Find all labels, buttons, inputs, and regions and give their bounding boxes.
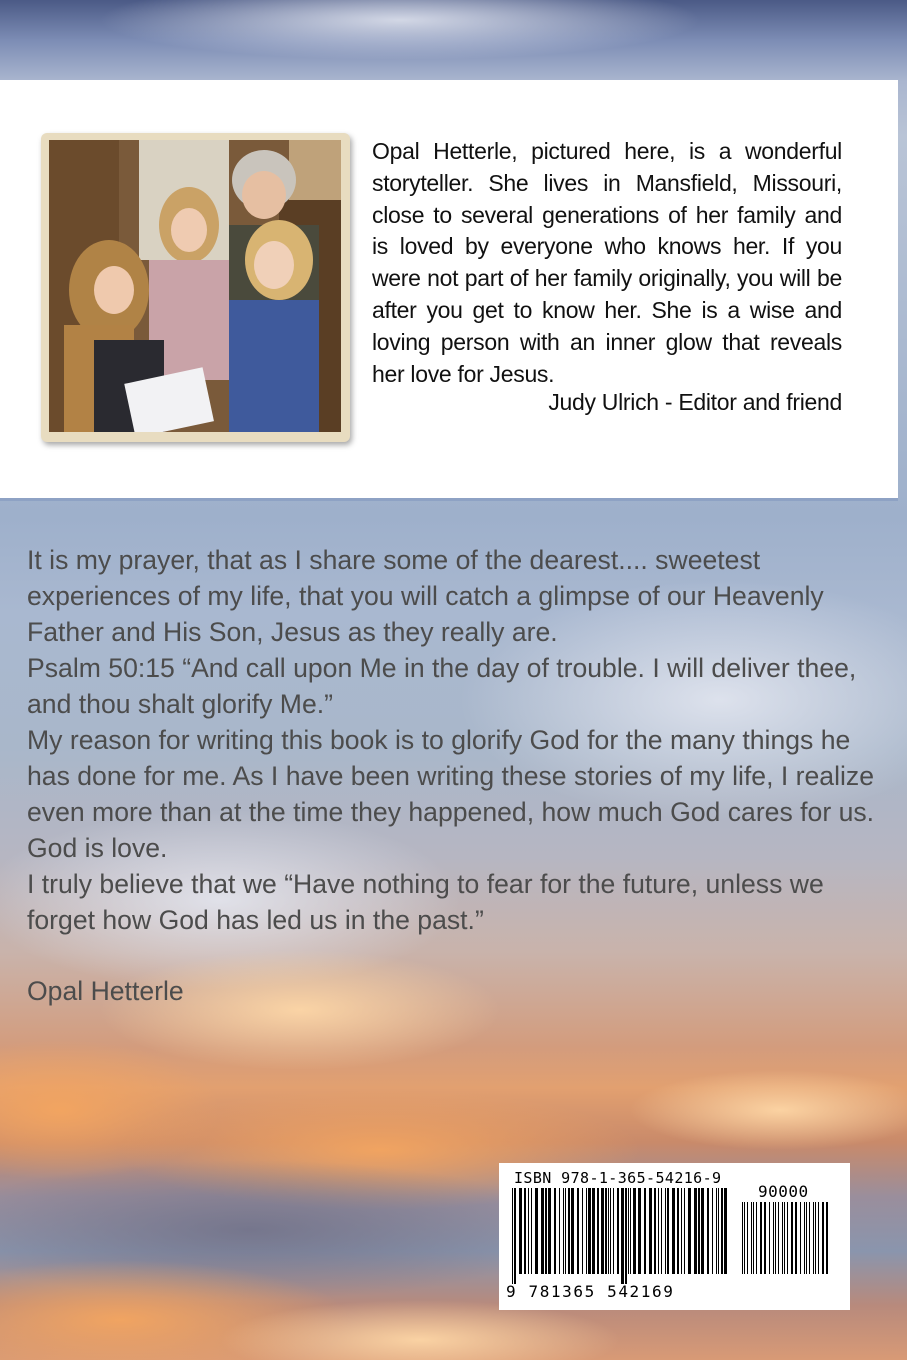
- intro-paragraph: Opal Hetterle, pictured here, is a wonderful storyteller. She lives in Mansfield, Missouri, close to several generations of her family and is loved by everyone who knows her. If you were not part of her family originally, you will be after you get to know her. She is a wise and loving person with an inner glow that reveals her love for Jesus.: [372, 138, 842, 387]
- addon-barcode: [742, 1202, 834, 1284]
- ean-barcode: [512, 1188, 730, 1284]
- intro-signature: Judy Ulrich - Editor and friend: [548, 389, 842, 415]
- ean-digits: 9 781365 542169: [506, 1282, 675, 1301]
- isbn-label: ISBN 978-1-365-54216-9: [514, 1169, 722, 1187]
- author-photo: [49, 140, 341, 432]
- body-paragraph: Psalm 50:15 “And call upon Me in the day of trouble. I will deliver thee, and thou shalt glorify Me.”: [27, 653, 857, 719]
- author-name: Opal Hetterle: [27, 976, 184, 1006]
- body-text: [27, 542, 897, 938]
- body-paragraph: It is my prayer, that as I share some of the dearest.... sweetest experiences of my life, that you will catch a glimpse of our Heavenly Father and His Son, Jesus as they really are.: [27, 545, 824, 647]
- body-paragraph: My reason for writing this book is to glorify God for the many things he has done for me. As I have been writing these stories of my life, I realize even more than at the time they happened, how much God cares for us. God is love.: [27, 725, 875, 863]
- body-paragraph: I truly believe that we “Have nothing to fear for the future, unless we forget how God has led us in the past.”: [27, 869, 824, 935]
- price-code: 90000: [758, 1182, 809, 1201]
